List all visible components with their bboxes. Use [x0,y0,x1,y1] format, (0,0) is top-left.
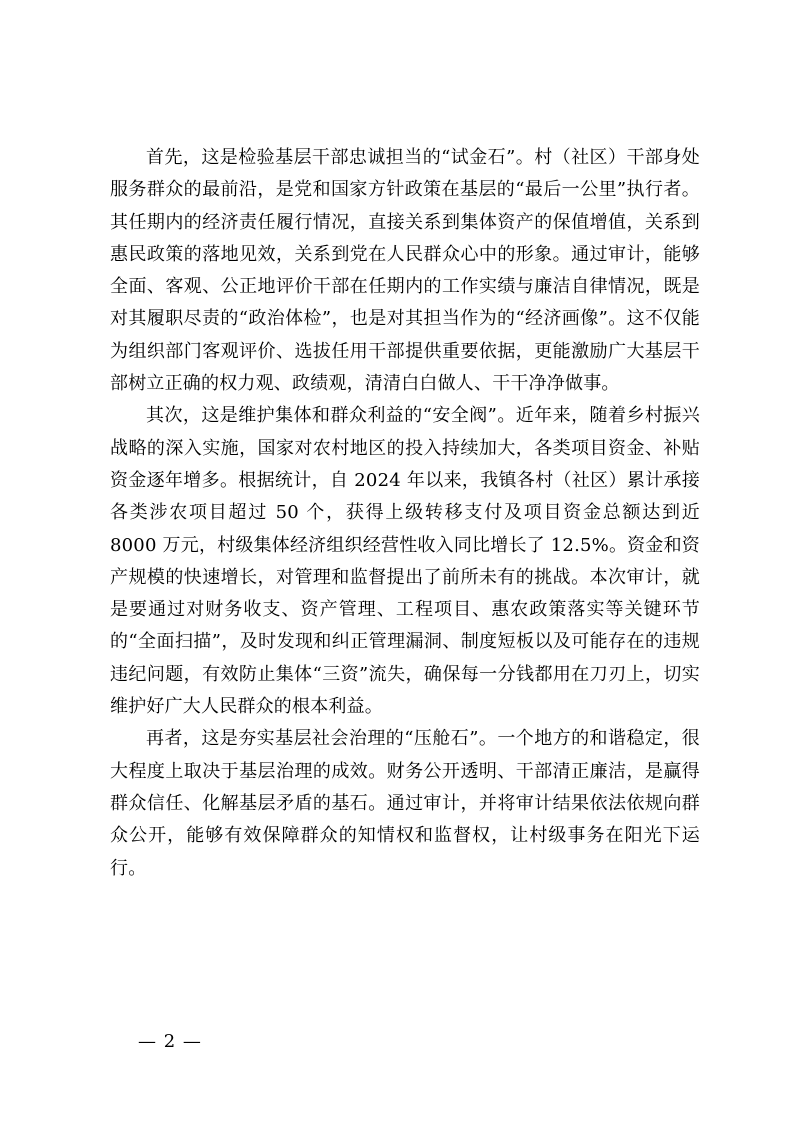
document-body [110,142,700,885]
paragraph-1: 首先，这是检验基层干部忠诚担当的“试金石”。村（社区）干部身处服务群众的最前沿，是党和国家方针政策在基层的“最后一公里”执行者。其任期内的经济责任履行情况，直接关系到集体资产的保值增值，关系到惠民政策的落地见效，关系到党在人民群众心中的形象。通过审计，能够全面、客观、公正地评价干部在任期内的工作实绩与廉洁自律情况，既是对其履职尽责的“政治体检”，也是对其担当作为的“经济画像”。这不仅能为组织部门客观评价、选拔任用干部提供重要依据，更能激励广大基层干部树立正确的权力观、政绩观，清清白白做人、干干净净做事。 [110,147,700,395]
paragraph-2: 其次，这是维护集体和群众利益的“安全阀”。近年来，随着乡村振兴战略的深入实施，国家对农村地区的投入持续加大，各类项目资金、补贴资金逐年增多。根据统计，自 2024 年以来，我镇各村（社区）累计承接各类涉农项目超过 50 个，获得上级转移支付及项目资金总额达到近 8000 万元，村级集体经济组织经营性收入同比增长了 12.5%。资金和资产规模的快速增长，对管理和监督提出了前所未有的挑战。本次审计，就是要通过对财务收支、资产管理、工程项目、惠农政策落实等关键环节的“全面扫描”，及时发现和纠正管理漏洞、制度短板以及可能存在的违规违纪问题，有效防止集体“三资”流失，确保每一分钱都用在刀刃上，切实维护好广大人民群众的根本利益。 [110,405,700,718]
paragraph-3: 再者，这是夯实基层社会治理的“压舱石”。一个地方的和谐稳定，很大程度上取决于基层治理的成效。财务公开透明、干部清正廉洁，是赢得群众信任、化解基层矛盾的基石。通过审计，并将审计结果依法依规向群众公开，能够有效保障群众的知情权和监督权，让村级事务在阳光下运行。 [110,728,700,879]
page-number: — 2 — [138,1031,202,1052]
